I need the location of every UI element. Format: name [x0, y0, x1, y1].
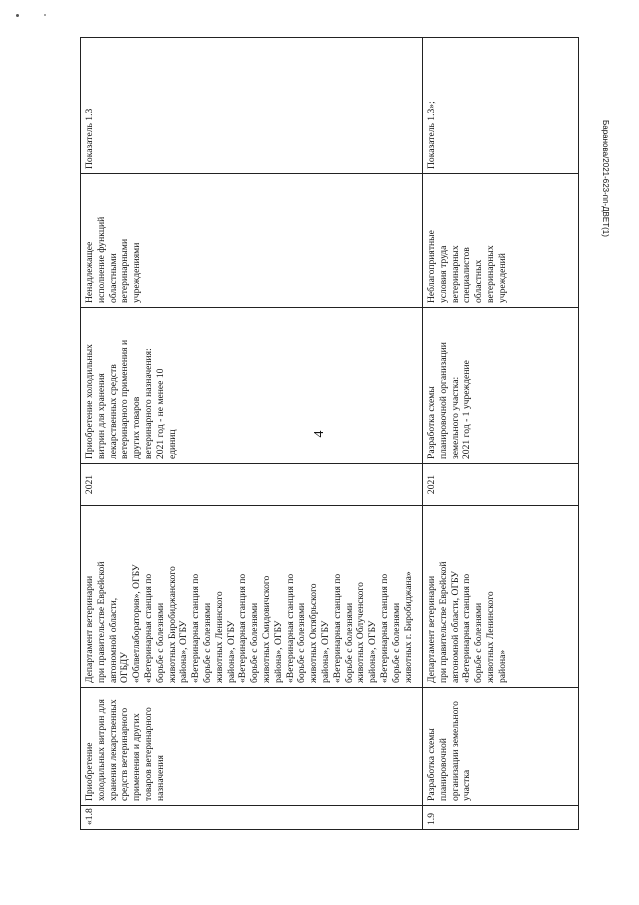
executor-cell [423, 506, 579, 688]
text-line: 2021 год - 1 учреждение [461, 360, 473, 459]
text-line: Приобретение холодильных [84, 344, 95, 459]
text-line: «Ветеринарная станция по [142, 573, 154, 683]
text-line: Ненадлежащее [84, 241, 95, 303]
consequence-cell [81, 174, 423, 308]
table-row [423, 38, 579, 830]
program-table [80, 38, 578, 830]
text-line: животных Биробиджанского [166, 566, 178, 683]
text-line: животных Смидовичского [260, 575, 272, 683]
text-line: «Ветеринарная станция по [378, 573, 390, 683]
text-line: хранения лекарственных [107, 699, 119, 801]
text-line: Показатель 1.3 [84, 108, 95, 169]
text-line: областными [107, 253, 119, 303]
text-line: витрин для хранения [95, 373, 107, 459]
text-line: ветеринарного применения и [119, 339, 131, 459]
text-line: района», ОГБУ [225, 620, 237, 683]
text-line: при правительстве Еврейской [437, 561, 449, 683]
result-cell [423, 308, 579, 464]
table-row [81, 38, 423, 830]
result-cell [81, 308, 423, 464]
text-line: специалистов [461, 247, 473, 303]
text-line: «Облветлаборатория», ОГБУ [131, 564, 143, 683]
measure-cell [81, 688, 423, 806]
text-line: учреждений [496, 253, 508, 303]
text-line: товаров ветеринарного [142, 707, 154, 801]
text-line: борьбе с болезнями [296, 602, 308, 683]
text-line: района», ОГБУ [272, 620, 284, 683]
document-code: Баранова/2021-623-пп-ДВЕТ(1) [601, 120, 610, 237]
page-number: 4 [312, 430, 327, 438]
text-line: Разработка схемы [426, 386, 437, 459]
text-line: земельного участка: [449, 376, 461, 459]
text-line: Показатель 1.3»; [426, 101, 437, 169]
text-line: планировочной [437, 738, 449, 801]
text-line: Департамент ветеринарии [84, 575, 95, 683]
text-line: участка [461, 769, 473, 801]
text-line: ветеринарных [449, 245, 461, 303]
text-line: средств ветеринарного [119, 707, 131, 801]
text-line: борьбе с болезнями [201, 602, 213, 683]
text-line: планировочной организации [437, 342, 449, 459]
text-line: борьбе с болезнями [390, 602, 402, 683]
text-line: животных Ленинского [213, 591, 225, 683]
text-line: «Ветеринарная станция по [331, 573, 343, 683]
text-line: района», ОГБУ [367, 620, 379, 683]
executor-cell [81, 506, 423, 688]
text-line: животных г. Биробиджана» [402, 571, 414, 683]
indicator-cell [423, 38, 579, 174]
text-line: учреждениями [131, 242, 143, 303]
text-line: «Ветеринарная станция по [190, 573, 202, 683]
text-line: «Ветеринарная станция по [461, 573, 473, 683]
text-line: борьбе с болезнями [154, 602, 166, 683]
consequence-cell [423, 174, 579, 308]
text-line: при правительстве Еврейской [95, 561, 107, 683]
text-line: Разработка схемы [426, 728, 437, 801]
text-line: назначения [154, 755, 166, 801]
text-line: других товаров [131, 396, 143, 459]
text-line: организации земельного [449, 701, 461, 801]
year-cell: 2021 [423, 464, 579, 506]
text-line: областных [473, 259, 485, 303]
measures-table [80, 37, 579, 830]
text-line: автономной области, [107, 597, 119, 683]
text-line: единиц [166, 429, 178, 459]
text-line: борьбе с болезнями [249, 602, 261, 683]
text-line: Приобретение [84, 742, 95, 801]
text-line: района», ОГБУ [319, 620, 331, 683]
text-line: холодильных витрин для [95, 699, 107, 801]
text-line: района» [496, 649, 508, 683]
text-line: животных Октябрьского [308, 583, 320, 683]
text-line: Департамент ветеринарии [426, 575, 437, 683]
year-cell: 2021 [81, 464, 423, 506]
text-line: «Ветеринарная станция по [237, 573, 249, 683]
text-line: лекарственных средств [107, 364, 119, 459]
text-line: автономной области, ОГБУ [449, 571, 461, 683]
row-number: 1.9 [423, 806, 579, 830]
text-line: борьбе с болезнями [343, 602, 355, 683]
row-number: «1.8 [81, 806, 423, 830]
text-line: животных Ленинского [484, 591, 496, 683]
text-line: применения и других [131, 713, 143, 801]
text-line: ветеринарного назначения: [142, 348, 154, 459]
text-line: ветеринарными [119, 238, 131, 303]
text-line: исполнение функций [95, 216, 107, 303]
scan-artifact-dot [16, 14, 19, 17]
text-line: борьбе с болезнями [473, 602, 485, 683]
text-line: ветеринарных [484, 245, 496, 303]
text-line: животных Облученского [355, 582, 367, 683]
indicator-cell [81, 38, 423, 174]
text-line: 2021 год - не менее 10 [154, 368, 166, 459]
text-line: условия труда [437, 245, 449, 303]
text-line: ОГБДУ [119, 651, 131, 683]
scan-artifact-dot [44, 14, 46, 16]
text-line: Неблагоприятные [426, 230, 437, 303]
text-line: района», ОГБУ [178, 620, 190, 683]
measure-cell [423, 688, 579, 806]
text-line: «Ветеринарная станция по [284, 573, 296, 683]
